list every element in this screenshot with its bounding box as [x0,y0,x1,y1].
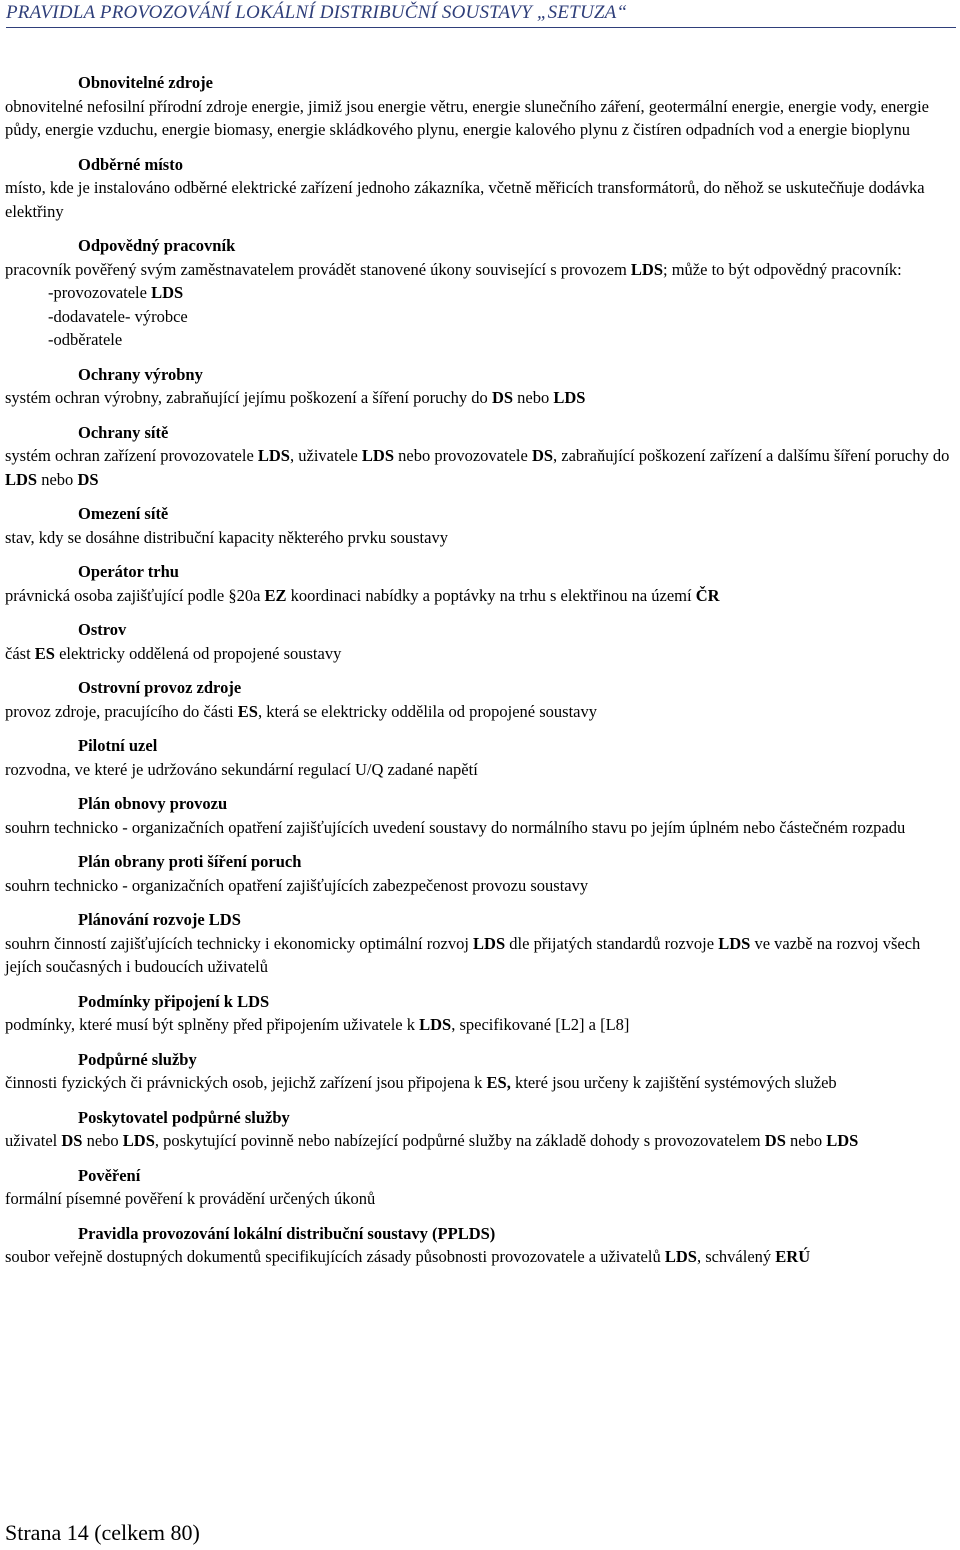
glossary-definition: soubor veřejně dostupných dokumentů specifikujících zásady působnosti provozovatele a uživatelů LDS, schválený ERÚ [5,1247,811,1266]
glossary-definition: místo, kde je instalováno odběrné elektrické zařízení jednoho zákazníka, včetně měřicích transformátorů, do něhož se uskutečňuje dodávka elektřiny [5,178,925,221]
glossary-definition: souhrn technicko - organizačních opatření zajišťujících zabezpečenost provozu soustavy [5,875,589,895]
glossary-term: Odběrné místo [78,154,183,174]
glossary-definition: část ES elektricky oddělená od propojené soustavy [5,643,342,663]
glossary-entry [5,153,957,224]
glossary-entry [5,1106,957,1153]
glossary-term: Podpůrné služby [78,1049,197,1069]
glossary-entry [5,734,957,781]
glossary-term: Ochrany výrobny [78,364,203,384]
glossary-term: Ostrov [78,620,127,639]
glossary-subitem: -provozovatele LDS [48,283,184,302]
glossary-term: Omezení sítě [78,504,169,523]
glossary [5,71,957,1280]
glossary-definition: obnovitelné nefosilní přírodní zdroje energie, jimiž jsou energie větru, energie slunečního záření, geotermální energie, energie vody, energie půdy, energie vzduchu, energie biomasy, energie skládkového plynu, energie kalového plynu z čistíren odpadních vod a energie bioplynu [5,96,929,139]
glossary-definition: uživatel DS nebo LDS, poskytující povinně nebo nabízející podpůrné služby na základě dohody s provozovatelem DS nebo LDS [5,1131,859,1150]
glossary-entry [5,908,957,979]
glossary-term: Plán obrany proti šíření poruch [78,852,302,871]
glossary-term: Pověření [78,1165,141,1185]
glossary-term: Obnovitelné zdroje [78,73,213,92]
glossary-entry [5,618,957,665]
glossary-term: Pilotní uzel [78,736,158,755]
glossary-entry [5,676,957,723]
glossary-term: Odpovědný pracovník [78,236,236,255]
glossary-term: Plánování rozvoje LDS [78,910,241,929]
glossary-definition: rozvodna, ve které je udržováno sekundární regulací U/Q zadané napětí [5,759,478,779]
glossary-subitem: -dodavatele- výrobce [48,306,188,326]
glossary-definition: systém ochran výrobny, zabraňující jejímu poškození a šíření poruchy do DS nebo LDS [5,388,586,407]
glossary-term: Podmínky připojení k LDS [78,991,270,1011]
glossary-entry [5,792,957,839]
glossary-definition: činnosti fyzických či právnických osob, jejichž zařízení jsou připojena k ES, které jsou určeny k zajištění systémových služeb [5,1073,837,1092]
glossary-term: Pravidla provozování lokální distribuční soustavy (PPLDS) [78,1223,496,1243]
glossary-definition: právnická osoba zajišťující podle §20a EZ koordinaci nabídky a poptávky na trhu s elektřinou na území ČR [5,585,720,605]
glossary-entry [5,502,957,549]
page-number: Strana 14 (celkem 80) [5,1520,200,1545]
glossary-entry [5,421,957,492]
glossary-entry [5,71,957,142]
glossary-entry [5,1222,957,1269]
page-header: PRAVIDLA PROVOZOVÁNÍ LOKÁLNÍ DISTRIBUČNÍ SOUSTAVY „SETUZA“ [6,2,956,28]
glossary-term: Ostrovní provoz zdroje [78,678,242,697]
glossary-entry [5,850,957,897]
glossary-entry [5,363,957,410]
glossary-definition: formální písemné pověření k provádění určených úkonů [5,1189,376,1208]
glossary-term: Ochrany sítě [78,422,169,442]
glossary-definition: pracovník pověřený svým zaměstnavatelem provádět stanovené úkony související s provozem LDS; může to být odpovědný pracovník: [5,259,902,279]
glossary-entry [5,560,957,607]
glossary-entry [5,1048,957,1095]
glossary-definition: souhrn činností zajišťujících technicky i ekonomicky optimální rozvoj LDS dle přijatých standardů rozvoje LDS ve vazbě na rozvoj všech jejích současných i budoucích uživatelů [5,933,921,976]
glossary-subitem: -odběratele [48,330,123,349]
glossary-entry [5,234,957,352]
glossary-term: Operátor trhu [78,562,179,581]
glossary-entry [5,990,957,1037]
glossary-definition: podmínky, které musí být splněny před připojením uživatele k LDS, specifikované [L2] a [L8] [5,1015,630,1034]
glossary-definition: stav, kdy se dosáhne distribuční kapacity některého prvku soustavy [5,527,448,547]
glossary-term: Poskytovatel podpůrné služby [78,1107,290,1127]
glossary-definition: provoz zdroje, pracujícího do části ES, která se elektricky oddělila od propojené soustavy [5,701,598,721]
glossary-definition: systém ochran zařízení provozovatele LDS, uživatele LDS nebo provozovatele DS, zabraňující poškození zařízení a dalšímu šíření poruchy do LDS nebo DS [5,446,950,489]
glossary-term: Plán obnovy provozu [78,794,228,813]
glossary-entry [5,1164,957,1211]
glossary-definition: souhrn technicko - organizačních opatření zajišťujících uvedení soustavy do normálního stavu po jejím úplném nebo částečném rozpadu [5,817,906,837]
